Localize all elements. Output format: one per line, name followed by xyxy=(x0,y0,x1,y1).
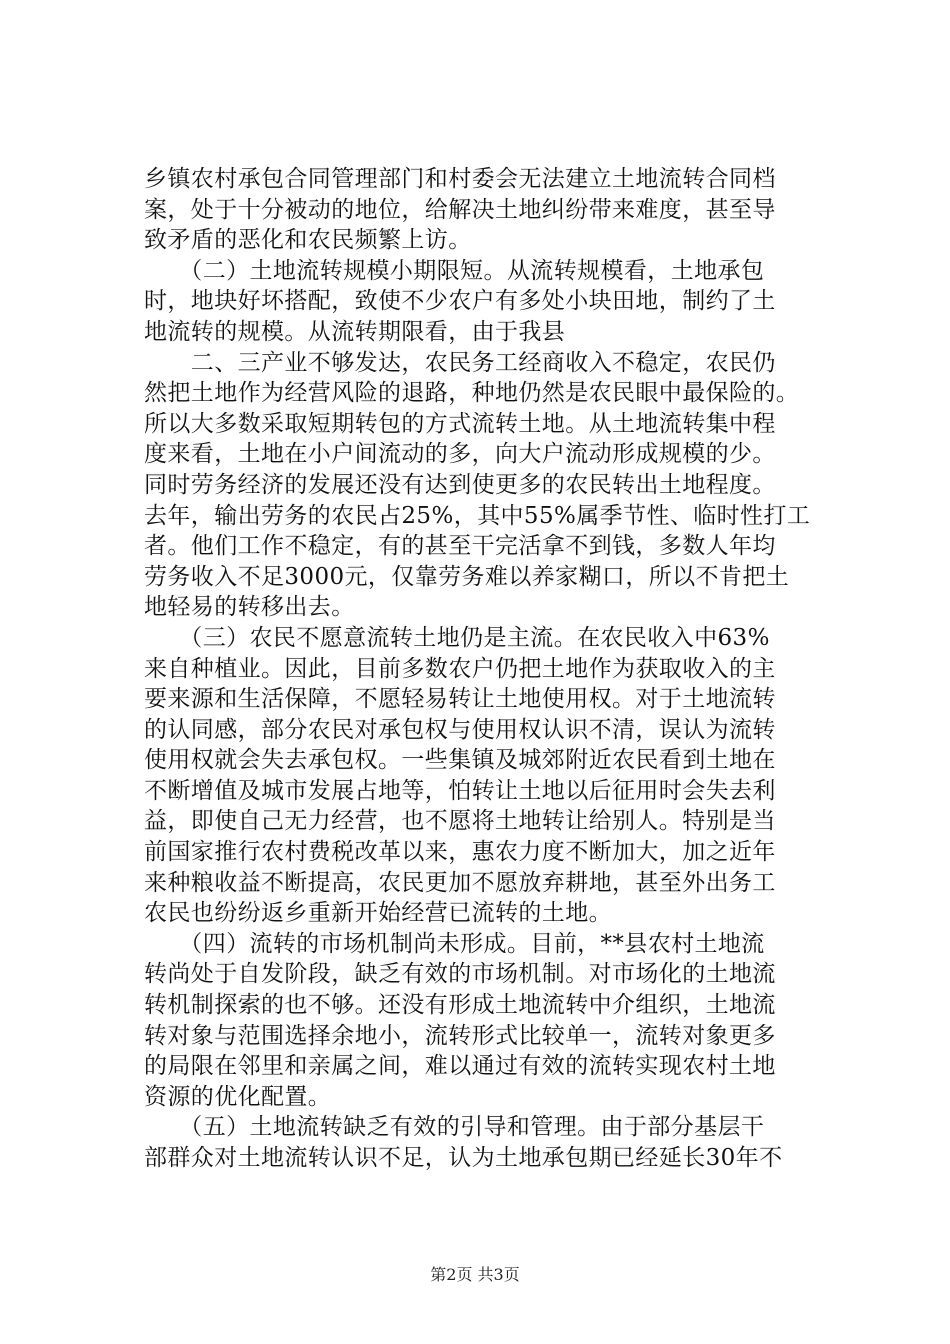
text-line: 者。他们工作不稳定，有的甚至干完活拿不到钱，多数人年均 xyxy=(144,533,776,560)
page-number-label: 第2页 共3页 xyxy=(430,1265,520,1284)
text-line: （三）农民不愿意流转土地仍是主流。在农民收入中63% xyxy=(144,624,770,651)
text-line: 案，处于十分被动的地位，给解决土地纠纷带来难度，甚至导 xyxy=(144,196,776,223)
text-line: 要来源和生活保障，不愿轻易转让土地使用权。对于土地流转 xyxy=(144,686,776,713)
text-line: 二、三产业不够发达，农民务工经商收入不稳定，农民仍 xyxy=(144,349,776,376)
text-line: 部群众对土地流转认识不足，认为土地承包期已经延长30年不 xyxy=(144,1145,783,1171)
text-line: 转尚处于自发阶段，缺乏有效的市场机制。对市场化的土地流 xyxy=(144,961,776,988)
text-line: 地轻易的转移出去。 xyxy=(144,594,355,621)
text-line: 来自种植业。因此，目前多数农户仍把土地作为获取收入的主 xyxy=(144,655,776,682)
text-line: 去年，输出劳务的农民占25%，其中55%属季节性、临时性打工 xyxy=(144,502,811,529)
text-line: 不断增值及城市发展占地等，怕转让土地以后征用时会失去利 xyxy=(144,777,776,804)
page-footer xyxy=(0,1262,950,1285)
text-line: 转对象与范围选择余地小，流转形式比较单一，流转对象更多 xyxy=(144,1022,776,1049)
text-line: 资源的优化配置。 xyxy=(144,1083,332,1110)
text-line: 前国家推行农村费税改革以来，惠农力度不断加大，加之近年 xyxy=(144,839,776,866)
text-line: 使用权就会失去承包权。一些集镇及城郊附近农民看到土地在 xyxy=(144,747,776,774)
text-line: 的认同感，部分农民对承包权与使用权认识不清，误认为流转 xyxy=(144,716,776,743)
text-line: 时，地块好坏搭配，致使不少农户有多处小块田地，制约了土 xyxy=(144,288,776,315)
text-line: 所以大多数采取短期转包的方式流转土地。从土地流转集中程 xyxy=(144,410,776,437)
text-line: 致矛盾的恶化和农民频繁上访。 xyxy=(144,227,472,254)
text-line: 转机制探索的也不够。还没有形成土地流转中介组织，土地流 xyxy=(144,992,776,1019)
text-line: （五）土地流转缺乏有效的引导和管理。由于部分基层干 xyxy=(144,1114,765,1141)
text-line: （二）土地流转规模小期限短。从流转规模看，土地承包 xyxy=(144,257,765,284)
text-line: 劳务收入不足3000元，仅靠劳务难以养家糊口，所以不肯把土 xyxy=(144,563,790,590)
text-line: 地流转的规模。从流转期限看，由于我县 xyxy=(144,318,566,345)
text-line: 来种粮收益不断提高，农民更加不愿放弃耕地，甚至外出务工 xyxy=(144,869,776,896)
text-line: 益，即使自己无力经营，也不愿将土地转让给别人。特别是当 xyxy=(144,808,776,835)
text-line: 乡镇农村承包合同管理部门和村委会无法建立土地流转合同档 xyxy=(144,166,776,192)
text-line: （四）流转的市场机制尚未形成。目前，**县农村土地流 xyxy=(144,930,765,957)
text-line: 然把土地作为经营风险的退路，种地仍然是农民眼中最保险的。 xyxy=(144,380,800,407)
document-body xyxy=(144,164,844,1174)
text-line: 同时劳务经济的发展还没有达到使更多的农民转出土地程度。 xyxy=(144,471,776,498)
text-line: 的局限在邻里和亲属之间，难以通过有效的流转实现农村土地 xyxy=(144,1053,776,1080)
text-line: 度来看，土地在小户间流动的多，向大户流动形成规模的少。 xyxy=(144,441,776,468)
text-line: 农民也纷纷返乡重新开始经营已流转的土地。 xyxy=(144,900,612,927)
